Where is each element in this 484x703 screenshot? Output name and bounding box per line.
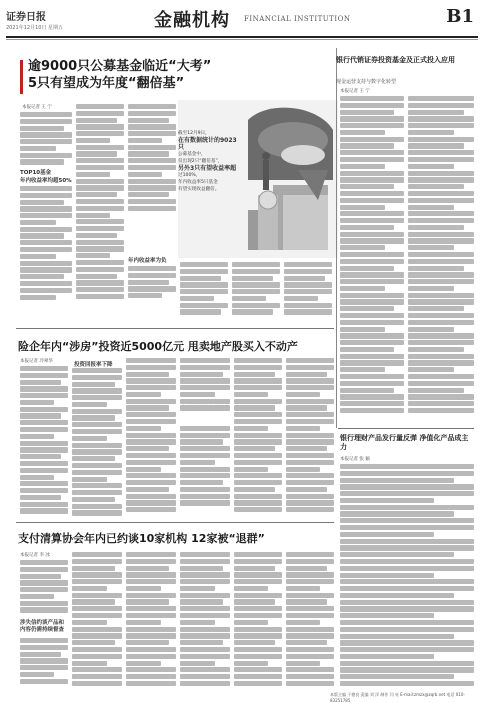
right1-column1-text bbox=[340, 96, 404, 418]
story1-subhead1: TOP10基金 bbox=[20, 170, 52, 176]
callout-line: 在有数据统计的9023只 bbox=[178, 137, 237, 151]
story1-subhead2: 年内收益率均超50% bbox=[20, 178, 72, 184]
story3-column1-text bbox=[20, 560, 68, 616]
story1-headline bbox=[28, 58, 258, 92]
right1-headline: 银行代销证券投资基金及正式投入应用 bbox=[336, 56, 455, 64]
story1-subhead3: 年内收益率为负 bbox=[128, 258, 167, 264]
right1-byline: 本报记者 王 宁 bbox=[340, 89, 370, 94]
story3-subhead: 涉失信约谈产品和内容仍需持续督查 bbox=[20, 620, 65, 633]
story1-callout bbox=[178, 130, 242, 193]
story2-column1-text bbox=[20, 366, 68, 516]
callout-line: 有望实现收益翻倍。 bbox=[178, 187, 220, 192]
callout-line: 另外3只有望收益率超 bbox=[178, 165, 237, 172]
story2-column2-text bbox=[72, 368, 122, 516]
story3-column3-text bbox=[126, 552, 176, 688]
story1-column3-text-b bbox=[128, 266, 176, 306]
story1-column3-text bbox=[128, 104, 176, 214]
story1-column4-text bbox=[180, 262, 228, 320]
callout-line: 公募基金中， bbox=[178, 152, 206, 157]
story3-headline: 支付清算协会年内已约谈10家机构 12家被“退群” bbox=[18, 532, 265, 545]
story1-byline: 本报记者 王 宁 bbox=[22, 105, 52, 110]
callout-line: 年内收益率5只基金 bbox=[178, 180, 218, 185]
story3-byline: 本报记者 李 冰 bbox=[20, 553, 50, 558]
story1-column1-text-b bbox=[20, 186, 72, 306]
story3-column4-text bbox=[180, 552, 230, 688]
story2-column6-text bbox=[286, 358, 334, 516]
page-footer: 本版主编 于德良 责编 刘 洋 制作 闫 亮 E-mail:zmzx@zqrb.net 电话 010-83251785 bbox=[330, 692, 465, 703]
right2-byline: 本报记者 张 颖 bbox=[340, 457, 370, 462]
story2-byline: 本报记者 冷翠华 bbox=[20, 359, 53, 364]
story2-column4-text bbox=[180, 358, 230, 516]
story1-column2-text bbox=[76, 104, 124, 306]
right-section-divider bbox=[338, 428, 474, 429]
headline-accent-bar bbox=[20, 60, 23, 94]
story2-headline: 险企年内“涉房”投资近5000亿元 甩卖地产股买入不动产 bbox=[18, 340, 298, 353]
newspaper-logo: 证券日报 bbox=[6, 12, 46, 23]
story3-column6-text bbox=[286, 552, 334, 688]
page-number: B1 bbox=[446, 6, 474, 27]
masthead-rule bbox=[6, 36, 478, 38]
right1-subheadline: 现金运营支持与数字化转型 bbox=[336, 79, 397, 85]
callout-line: 过100%， bbox=[178, 173, 201, 178]
right2-text bbox=[340, 464, 474, 690]
story2-subhead: 投资回报率下降 bbox=[74, 362, 113, 368]
right-column-divider bbox=[336, 48, 337, 428]
right1-column2-text bbox=[408, 96, 474, 418]
story1-column6-text bbox=[284, 262, 332, 320]
story1-headline-line1: 逾9000只公募基金临近“大考” bbox=[28, 59, 212, 74]
story3-column2-text bbox=[72, 552, 122, 688]
section-title: 金融机构 bbox=[154, 10, 230, 31]
right2-headline: 银行理财产品发行量反弹 净值化产品成主力 bbox=[340, 434, 469, 451]
story1-headline-line2: 5只有望成为年度“翻倍基” bbox=[28, 76, 185, 91]
story1-column5-text bbox=[232, 262, 280, 320]
section-subtitle: FINANCIAL INSTITUTION bbox=[244, 15, 351, 23]
masthead-rule-thin bbox=[6, 39, 478, 40]
section-divider bbox=[16, 328, 334, 329]
story2-column5-text bbox=[234, 358, 282, 516]
story3-column5-text bbox=[234, 552, 282, 688]
story1-column1-text bbox=[20, 112, 72, 168]
masthead bbox=[6, 4, 478, 38]
issue-date: 2021年12月10日 星期五 bbox=[6, 25, 64, 31]
story2-column3-text bbox=[126, 358, 176, 516]
callout-line: 截至12月9日， bbox=[178, 131, 210, 136]
story3-column1-text-b bbox=[20, 638, 68, 688]
section-divider-2 bbox=[16, 522, 334, 523]
callout-line: 仅出现2只“翻倍基”， bbox=[178, 159, 223, 164]
